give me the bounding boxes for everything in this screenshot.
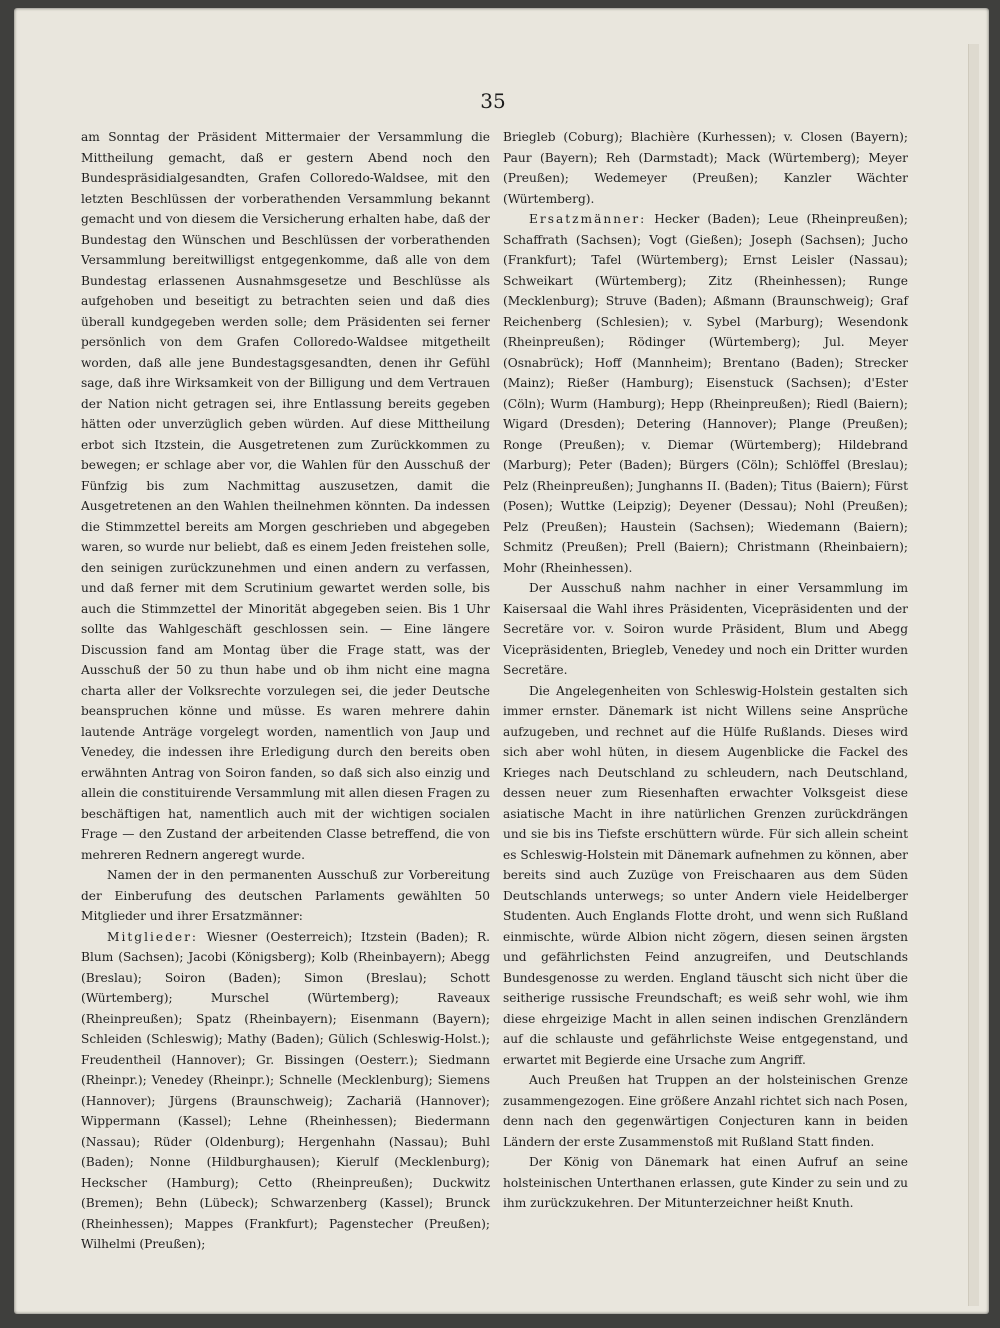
- members-list: Wiesner (Oesterreich); Itzstein (Baden); R. Blum (Sachsen); Jacobi (Königsberg); Kolb (Rheinbayern); Abegg (Breslau); Soiron (Baden); Simon (Breslau); Schott (Würtemberg); Murschel (Würtemberg); Raveaux (Rheinpreußen); Spatz (Rheinbayern); Eisenmann (Bayern); Schleiden (Schleswig); Mathy (Baden); Gülich (Schleswig-Holst.); Freudentheil (Hannover); Gr. Bissingen (Oesterr.); Siedmann (Rheinpr.); Venedey (Rheinpr.); Schnelle (Mecklenburg); Siemens (Hannover); Jürgens (Braunschweig); Zachariä (Hannover); Wippermann (Kassel); Lehne (Rheinhessen); Biedermann (Nassau); Rüder (Oldenburg); Hergenhahn (Nassau); Buhl (Baden); Nonne (Hildburghausen); Kierulf (Mecklenburg); Heckscher (Hamburg); Cetto (Rheinpreußen); Duckwitz (Bremen); Behn (Lübeck); Schwarzenberg (Kassel); Brunck (Rheinhessen); Mappes (Frankfurt); Pagenstecher (Preußen); Wilhelmi (Preußen);: [81, 929, 490, 1251]
- paragraph-committee-intro: Namen der in den permanenten Ausschuß zur Vorbereitung der Einberufung des deutschen Parlaments gewählten 50 Mitglieder und ihrer Ersatzmänner:: [81, 868, 490, 923]
- paragraph-substitutes: [503, 209, 908, 578]
- substitutes-label: Ersatzmänner:: [529, 212, 647, 226]
- paragraph-prussia-troops: Auch Preußen hat Truppen an der holsteinischen Grenze zusammengezogen. Eine größere Anzahl richtet sich nach Posen, denn nach den gegenwärtigen Conjecturen kann in beiden Ländern der erste Zusammenstoß mit Rußland Statt finden.: [503, 1073, 908, 1149]
- paragraph-committee-officers: Der Ausschuß nahm nachher in einer Versammlung im Kaisersaal die Wahl ihres Präsidenten, Vicepräsidenten und der Secretäre vor. v. Soiron wurde Präsident, Blum und Abegg Vicepräsidenten, Briegleb, Venedey und noch ein Dritter wurden Secretäre.: [503, 581, 908, 677]
- paragraph-assembly-report: am Sonntag der Präsident Mittermaier der Versammlung die Mittheilung gemacht, daß er gestern Abend noch den Bundespräsidialgesandten, Grafen Colloredo-Waldsee, mit den letzten Beschlüssen der vorberathenden Versammlung bekannt gemacht und von diesem die Versicherung erhalten habe, daß der Bundestag den Wünschen und Beschlüssen der vorberathenden Versammlung bereitwilligst entgegenkomme, daß alle von dem Bundestag erlassenen Ausnahmsgesetze und Beschlüsse als aufgehoben und beseitigt zu betrachten seien und daß dies überall kundgegeben werden solle; dem Präsidenten sei ferner persönlich von dem Grafen Colloredo-Waldsee mitgetheilt worden, daß alle jene Bundestagsgesandten, denen ihr Gefühl sage, daß ihre Wirksamkeit von der Billigung und dem Vertrauen der Nation nicht getragen sei, ihre Entlassung bereits gegeben hätten oder unverzüglich geben würden. Auf diese Mittheilung erbot sich Itzstein, die Ausgetretenen zum Zurückkommen zu bewegen; er schlage aber vor, die Wahlen für den Ausschuß der Fünfzig bis zum Nachmittag auszusetzen, damit die Ausgetretenen an den Wahlen theilnehmen könnten. Da indessen die Stimmzettel bereits am Morgen geschrieben und abgegeben waren, so wurde nur beliebt, daß es einem Jeden freistehen solle, den seinigen zurückzunehmen und einen andern zu verfassen, und daß ferner mit dem Scrutinium gewartet werden solle, bis auch die Stimmzettel der Minorität abgegeben seien. Bis 1 Uhr sollte das Wahlgeschäft geschlossen sein. — Eine längere Discussion fand am Montag über die Frage statt, was der Ausschuß der 50 zu thun habe und ob ihm nicht eine magna charta aller der Volksrechte vorzulegen sei, die jeder Deutsche beanspruchen könne und müsse. Es waren mehrere dahin lautende Anträge vorgelegt worden, namentlich von Jaup und Venedey, die indessen ihre Erledigung durch den bereits oben erwähnten Antrag von Soiron fanden, so daß sich also einzig und allein die constituirende Versammlung mit allen diesen Fragen zu beschäftigen hat, namentlich auch mit der wichtigen socialen Frage — den Zustand der arbeitenden Classe betreffend, die von mehreren Rednern angeregt wurde.: [81, 130, 490, 862]
- members-label: Mitglieder:: [107, 929, 199, 944]
- paragraph-members: [81, 927, 490, 1255]
- paragraph-members-continued: Briegleb (Coburg); Blachière (Kurhessen); v. Closen (Bayern); Paur (Bayern); Reh (Darmstadt); Mack (Würtemberg); Meyer (Preußen); Wedemeyer (Preußen); Kanzler Wächter (Würtemberg).: [503, 130, 908, 206]
- page-edge: [968, 44, 979, 1306]
- left-column: [81, 127, 490, 1255]
- paragraph-schleswig-holstein: Die Angelegenheiten von Schleswig-Holstein gestalten sich immer ernster. Dänemark ist nicht Willens seine Ansprüche aufzugeben, und rechnet auf die Hülfe Rußlands. Dieses wird sich aber wohl hüten, in diesem Augenblicke die Fackel des Krieges nach Deutschland zu schleudern, nach Deutschland, dessen neuer zum Riesenhaften erwachter Volksgeist diese asiatische Macht in ihre natürlichen Grenzen zurückdrängen und sie bis ins Tiefste erschüttern würde. Für sich allein scheint es Schleswig-Holstein mit Dänemark aufnehmen zu können, aber bereits sind auch Zuzüge von Freischaaren aus dem Süden Deutschlands unterwegs; so unter Andern viele Heidelberger Studenten. Auch Englands Flotte droht, und wenn sich Rußland einmischte, würde Albion nicht zögern, diesen seinen ärgsten und gefährlichsten Feind anzugreifen, und Deutschlands Bundesgenosse zu werden. England täuscht sich nicht über die seitherige russische Freundschaft; es weiß sehr wohl, wie ihm diese ehrgeizige Macht in allen seinen indischen Grenzländern auf die schlauste und gefährlichste Weise entgegenstand, und erwartet mit Begierde eine Ursache zum Angriff.: [503, 683, 908, 1067]
- page-number: 35: [480, 89, 506, 113]
- paragraph-danish-king: Der König von Dänemark hat einen Aufruf an seine holsteinischen Unterthanen erlassen, gute Kinder zu sein und zu ihm zurückzukehren. Der Mitunterzeichner heißt Knuth.: [503, 1155, 908, 1210]
- substitutes-list: Hecker (Baden); Leue (Rheinpreußen); Schaffrath (Sachsen); Vogt (Gießen); Joseph (Sachsen); Jucho (Frankfurt); Tafel (Würtemberg); Ernst Leisler (Nassau); Schweikart (Würtemberg); Zitz (Rheinhessen); Runge (Mecklenburg); Struve (Baden); Aßmann (Braunschweig); Graf Reichenberg (Schlesien); v. Sybel (Marburg); Wesendonk (Rheinpreußen); Rödinger (Würtemberg); Jul. Meyer (Osnabrück); Hoff (Mannheim); Brentano (Baden); Strecker (Mainz); Rießer (Hamburg); Eisenstuck (Sachsen); d'Ester (Cöln); Wurm (Hamburg); Hepp (Rheinpreußen); Riedl (Baiern); Wigard (Dresden); Detering (Hannover); Plange (Preußen); Ronge (Preußen); v. Diemar (Würtemberg); Hildebrand (Marburg); Peter (Baden); Bürgers (Cöln); Schlöffel (Breslau); Pelz (Rheinpreußen); Junghanns II. (Baden); Titus (Baiern); Fürst (Posen); Wuttke (Leipzig); Deyener (Dessau); Nohl (Preußen); Pelz (Preußen); Haustein (Sachsen); Wiedemann (Baiern); Schmitz (Preußen); Prell (Baiern); Christmann (Rheinbaiern); Mohr (Rheinhessen).: [503, 212, 908, 575]
- right-column: [503, 127, 908, 1214]
